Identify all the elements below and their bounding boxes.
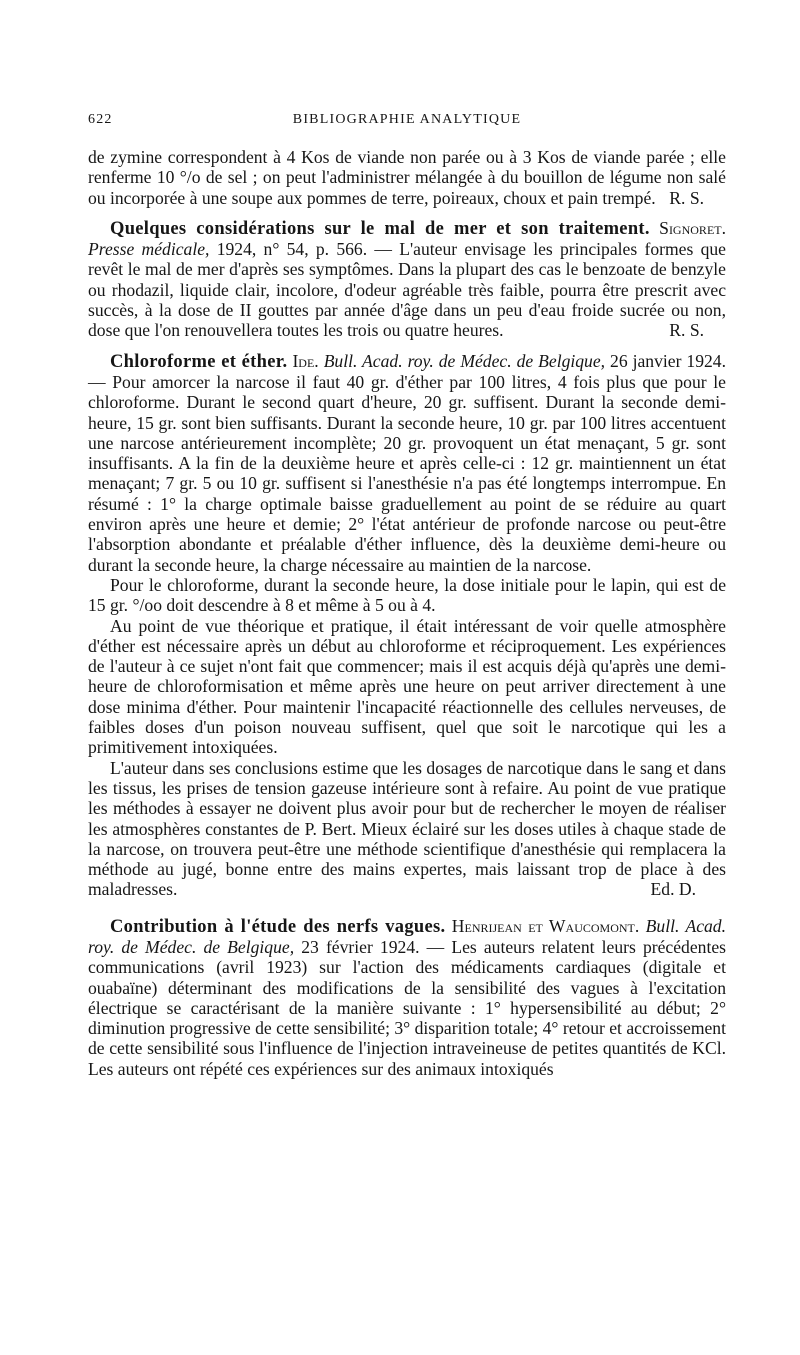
entry-chloroforme [88,351,726,575]
chloroforme-paragraph-2: Pour le chloroforme, durant la seconde heure, la dose initiale pour le lapin, qui est de 15 gr. °/oo doit descendre à 8 et même à 5 ou à 4. [88,574,726,616]
entry-citation: 1924, n° 54, p. 566. — [216,239,392,260]
page-number: 622 [88,112,113,127]
chloroforme-paragraph-3: Au point de vue théorique et pratique, il était intéressant de voir quelle atmosphère d'éther est nécessaire après un début au chloroforme et réciproquement. Les expériences de l'auteur à ce sujet n'ont fait que commencer; mais il est acquis déjà qu'après une demi-heure de chloroformisation et même après une heure on peut arriver directement à une dose minima d'éther. Pour maintenir l'incapacité réactionnelle des cellules nerveuses, de faibles doses d'un poison nouveau suffisent, quel que soit le narcotique qui les a primitivement intoxiquées. [88,615,726,758]
entry-author: Signoret. [659,217,726,238]
entry-signature: R. S. [669,320,704,341]
running-title: BIBLIOGRAPHIE ANALYTIQUE [292,112,522,127]
entry-title: Chloroforme et éther. [110,351,288,372]
entry-nerfs-vagues [88,916,726,1079]
entry-author: Henrijean et Waucomont. [451,915,640,936]
entry-signature: Ed. D. [650,879,696,900]
paragraph-text: L'auteur dans ses conclusions estime que les dosages de narcotique dans le sang et dans les tissus, les prises de tension gazeuse intérieure sont à refaire. Au point de vue pratique les méthodes à essayer ne doivent plus avoir pour but de rechercher le moyen de réaliser les atmosphères constantes de P. Bert. Mieux éclairé sur les doses utiles à chaque stade de la narcose, on trouvera peut-être une méthode scientifique d'anesthésie qui remplacera la méthode au jugé, bonne entre des mains expertes, mais laissant trop de place à des maladresses. [88,757,726,900]
intro-signature: R. S. [669,187,704,208]
entry-mal-de-mer [88,218,726,341]
entry-title: Quelques considérations sur le mal de mer et son traitement. [110,218,650,239]
running-head [88,110,726,130]
entry-author: Ide. [292,350,319,371]
entry-text: 23 février 1924. — Les auteurs relatent leurs précédentes communications (avril 1923) sur l'action des médicaments cardiaques (digitale et ouabaïne) déterminant des modifications de la sensibilité des vagues à l'excitation électrique se caractérisant de la manière suivante : 1° hypersensibilité au début; 2° diminution progressive de cette sensibilité; 3° disparition totale; 4° retour et accroissement de cette sensibilité sous l'influence de l'injection intraveineuse de petites quantités de KCl. Les auteurs ont répété ces expériences sur des animaux intoxiqués [88,936,726,1079]
entry-text: L'auteur envisage les principales formes que revêt le mal de mer d'après ses symptômes. Dans la plupart des cas le benzoate de benzyle ou rhodazil, liquide clair, incolore, d'odeur agréable très faible, pourra être prescrit avec succès, à la dose de II gouttes par année d'âge dans un peu d'eau froide sucrée ou non, dose que l'on renouvellera toutes les trois ou quatre heures. [88,239,726,341]
entry-journal: Bull. Acad. roy. de Médec. de Belgique, [88,915,727,957]
intro-text: de zymine correspondent à 4 Kos de viande non parée ou à 3 Kos de viande parée ; elle renferme 10 °/o de sel ; on peut l'administrer mélangée à du bouillon de légume non salé ou incorporée à une soupe aux pommes de terre, poireaux, choux et pain trempé. [88,147,726,208]
entry-title: Contribution à l'étude des nerfs vagues. [110,916,446,937]
entry-journal: Bull. Acad. roy. de Médec. de Belgique, [323,350,606,371]
entry-text: 26 janvier 1924. — Pour amorcer la narcose il faut 40 gr. d'éther par 100 litres, 4 fois plus que pour le chloroforme. Durant le second quart d'heure, 20 gr. suffisent. Durant la seconde demi-heure, 15 gr. sont bien suffisants. Durant la seconde heure, 10 gr. par 100 litres accentuent une narcose antérieurement incomplète; 20 gr. provoquent un état menaçant, 5 gr. sont insuffisants. A la fin de la deuxième heure et après celle-ci : 12 gr. maintiennent un état menaçant; 7 gr. 5 ou 10 gr. suffisent si l'anesthésie n'a pas été longtemps interrompue. En résumé : 1° la charge optimale baisse graduellement au point de se réduire au quart environ après une heure et demie; 2° l'état antérieur de profonde narcose ou peut-être l'absorption abondante et préalable d'éther influence, dès la deuxième demi-heure ou durant la seconde heure, la charge nécessaire au maintien de la narcose. [88,350,727,575]
intro-paragraph [88,147,726,208]
entry-journal: Presse médicale, [88,239,210,260]
page-body [88,147,726,1079]
chloroforme-paragraph-4 [88,758,726,900]
